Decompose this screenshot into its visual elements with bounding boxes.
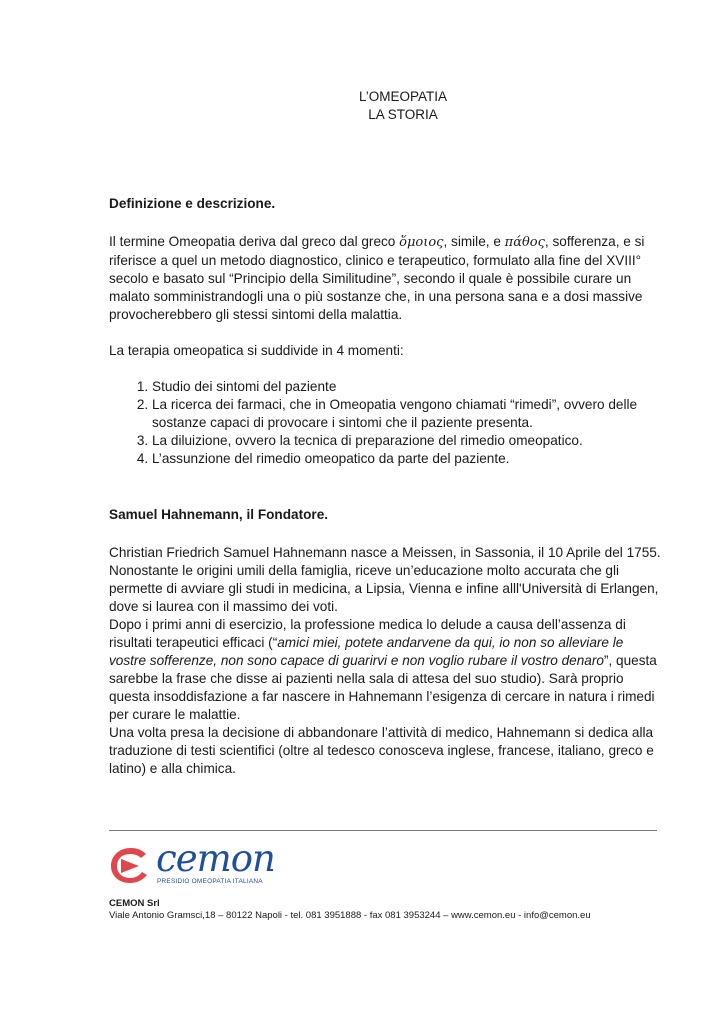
logo-tagline: PRESIDIO OMEOPATIA ITALIANA [157, 878, 263, 885]
cemon-logo-mark-icon [109, 845, 153, 885]
therapy-moments-list [109, 378, 661, 468]
list-item: 1. Studio dei sintomi del paziente [152, 378, 661, 396]
cemon-logo [109, 837, 275, 889]
greek-word-pathos: πάθος [504, 235, 545, 250]
definition-paragraph [109, 233, 661, 324]
document-title [0, 88, 724, 124]
list-item: 4. L’assunzione del rimedio omeopatico da parte del paziente. [152, 450, 661, 468]
list-item: 3. La diluizione, ovvero la tecnica di preparazione del rimedio omeopatico. [152, 432, 661, 450]
biography-text-b: ”, questa sarebbe la frase che disse ai pazienti nella sala di attesa del suo studio). Sarà proprio questa insoddisfazione a far nascere in Hahnemann l’esigenza di cercare in natura i rimedi per curare le malattie. [109, 653, 657, 722]
company-address: Viale Antonio Gramsci,18 – 80122 Napoli - tel. 081 3951888 - fax 081 3953244 – www.cemon.eu - info@cemon.eu [109, 910, 591, 921]
greek-word-homoios: ὅμοιος [399, 235, 444, 250]
biography-text-a: Dopo i primi anni di esercizio, la professione medica lo delude a causa dell’assenza di risultati terapeutici efficaci (“ [109, 617, 626, 650]
section-heading-definition: Definizione e descrizione. [109, 196, 276, 211]
hahnemann-quote: amici miei, potete andarvene da qui, io non so alleviare le vostre sofferenze, non sono capace di guarirvi e non voglio rubare il vostro denaro [109, 635, 624, 668]
biography-paragraph-1: Christian Friedrich Samuel Hahnemann nasce a Meissen, in Sassonia, il 10 Aprile del 1755. Nonostante le origini umili della famiglia, riceve un’educazione molto accurata che gli permette di avviare gli studi in medicina, a Lipsia, Vienna e infine alll'Università di Erlangen, dove si laurea con il massimo dei voti. [109, 545, 661, 614]
title-line-2: LA STORIA [368, 107, 438, 122]
definition-text-a: Il termine Omeopatia deriva dal greco dal greco [109, 234, 400, 249]
logo-wordmark: cemon [156, 837, 275, 880]
title-line-1: L’OMEOPATIA [358, 89, 448, 104]
company-info [109, 898, 591, 922]
document-body [109, 195, 661, 778]
therapy-intro: La terapia omeopatica si suddivide in 4 momenti: [109, 343, 404, 358]
biography-paragraph-3: Una volta presa la decisione di abbandonare l’attività di medico, Hahnemann si dedica alla traduzione di testi scientifici (oltre al tedesco conosceva inglese, francese, italiano, greco e latino) e alla chimica. [109, 725, 654, 776]
biography-paragraph-2 [109, 616, 661, 724]
footer-divider [109, 830, 657, 831]
definition-text-c: , sofferenza, e si riferisce a quel un metodo diagnostico, clinico e terapeutico, formulato alla fine del XVIII° secolo e basato sul “Principio della Similitudine”, secondo il quale è possibile curare un malato somministrandogli una o più sostanze che, in una persona sana e a dosi massive provocherebbero gli stessi sintomi della malattia. [109, 234, 645, 322]
definition-text-b: , simile, e [443, 234, 505, 249]
list-item: 2. La ricerca dei farmaci, che in Omeopatia vengono chiamati “rimedi”, ovvero delle sostanze capaci di provocare i sintomi che il paziente presenta. [152, 396, 661, 432]
section-heading-founder: Samuel Hahnemann, il Fondatore. [109, 507, 329, 522]
company-name: CEMON Srl [109, 898, 160, 909]
